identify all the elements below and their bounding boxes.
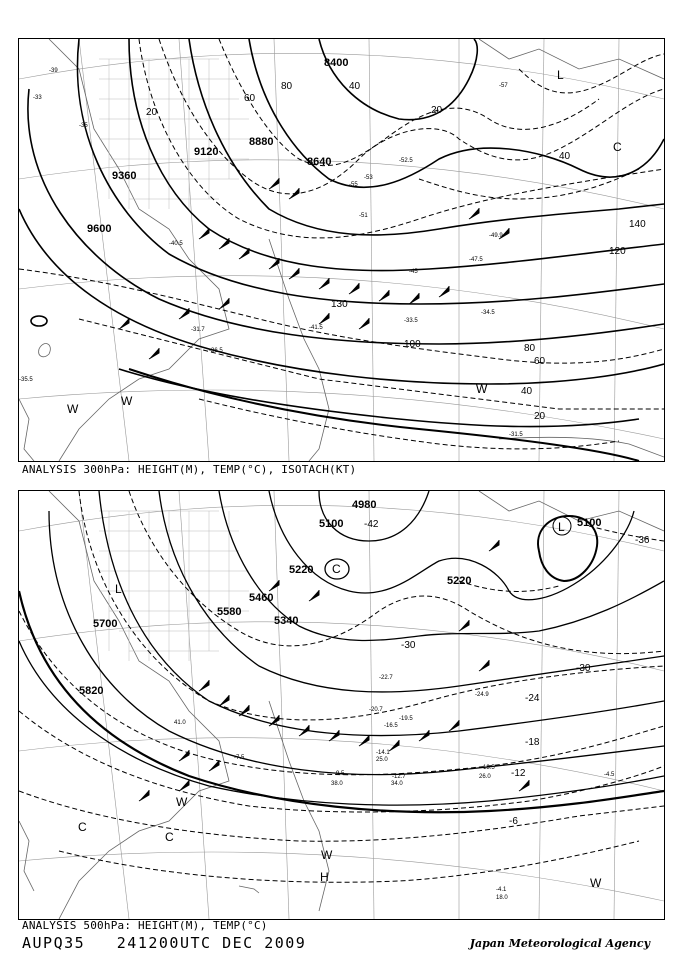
map-panel-500hpa <box>18 490 665 920</box>
height-label-9600: 9600 <box>87 223 112 235</box>
height-label-8640: 8640 <box>307 156 332 168</box>
temp-label: -41.5 <box>309 325 323 331</box>
isotach-label-40-b: 40 <box>559 151 571 162</box>
isotach-label-140: 140 <box>629 219 646 230</box>
temp-label: -53 <box>364 175 373 181</box>
isotherm-label-m42: -42 <box>364 519 379 530</box>
height-label-5460: 5460 <box>249 592 274 604</box>
isotach-label-60-a: 60 <box>244 93 256 104</box>
cold-symbol-500-c: C <box>165 830 174 844</box>
temp-label: -35 <box>79 123 88 129</box>
cold-symbol-500-a: C <box>332 562 341 576</box>
isotach-lines-300 <box>19 39 664 449</box>
chart-code: AUPQ35 <box>22 934 86 952</box>
isotach-label-40-a: 40 <box>349 81 361 92</box>
obs-label: 34.0 <box>391 781 403 787</box>
isotherm-label-m6: -6 <box>509 816 518 827</box>
map-300hpa-svg <box>19 39 664 461</box>
low-symbol-500: L <box>558 520 565 534</box>
warm-symbol-500-c: W <box>590 876 602 890</box>
height-label-8880: 8880 <box>249 136 274 148</box>
obs-label: -24.9 <box>475 692 489 698</box>
isotach-label-20-a: 20 <box>146 107 158 118</box>
obs-label: -13.5 <box>481 765 495 771</box>
height-label-5220-a: 5220 <box>289 564 314 576</box>
isotach-label-40-c: 40 <box>521 386 533 397</box>
caption-300hpa: ANALYSIS 300hPa: HEIGHT(M), TEMP(°C), ISOTACH(KT) <box>22 463 357 476</box>
obs-label: -7.5 <box>234 755 245 761</box>
cold-symbol-500-b: C <box>78 820 87 834</box>
temp-label: -34.5 <box>481 310 495 316</box>
warm-symbol-300-a: W <box>67 402 79 416</box>
warm-symbol-300-c: W <box>476 382 488 396</box>
temp-label: -57 <box>499 83 508 89</box>
high-symbol-500: H <box>320 870 329 884</box>
height-contours-500 <box>19 491 664 805</box>
temp-label: -33.5 <box>404 318 418 324</box>
height-contours-300 <box>19 39 664 427</box>
map-panel-300hpa <box>18 38 665 462</box>
isotherm-lines-500 <box>19 491 664 882</box>
height-label-5340: 5340 <box>274 615 299 627</box>
closed-contour-west <box>31 316 47 326</box>
graticule-500 <box>19 491 664 919</box>
cold-symbol-300: C <box>613 140 622 154</box>
obs-label: -14.1 <box>376 750 390 756</box>
warm-symbol-500-b: W <box>176 795 188 809</box>
isotach-label-120: 120 <box>609 246 626 257</box>
temp-label: -52.5 <box>399 158 413 164</box>
graticule-300 <box>19 39 664 461</box>
temp-label: -33 <box>33 95 42 101</box>
temp-label: -45 <box>409 269 418 275</box>
height-label-5580: 5580 <box>217 606 242 618</box>
caption-500hpa: ANALYSIS 500hPa: HEIGHT(M), TEMP(°C) <box>22 919 268 932</box>
coastline-300 <box>19 39 664 461</box>
obs-label: -12.7 <box>392 774 406 780</box>
temp-label: -55 <box>349 182 358 188</box>
isotach-label-20-b: 20 <box>431 105 443 116</box>
warm-symbol-500-a: W <box>321 848 333 862</box>
height-label-9120: 9120 <box>194 146 219 158</box>
obs-label: -4.1 <box>496 887 507 893</box>
map-500hpa-svg <box>19 491 664 919</box>
obs-label: 25.0 <box>376 757 388 763</box>
isotherm-label-m36: -36 <box>635 535 650 546</box>
isotherm-label-m12: -12 <box>511 768 526 779</box>
obs-label: -19.5 <box>399 716 413 722</box>
temp-label: -51 <box>359 213 368 219</box>
height-label-9360: 9360 <box>112 170 137 182</box>
height-label-5100-b: 5100 <box>577 517 602 529</box>
height-label-5100-a: 5100 <box>319 518 344 530</box>
obs-label: 26.0 <box>479 774 491 780</box>
isotherm-label-m24: -24 <box>525 693 540 704</box>
obs-label: 18.0 <box>496 895 508 901</box>
height-label-5700: 5700 <box>93 618 118 630</box>
low-symbol-500-west: L <box>115 582 122 596</box>
obs-label: -4.5 <box>604 772 615 778</box>
isotach-label-100: 100 <box>404 339 421 350</box>
isotach-label-80-b: 80 <box>524 343 536 354</box>
obs-label: -9.5 <box>334 771 345 777</box>
temp-label: -31.5 <box>509 432 523 438</box>
height-label-4980: 4980 <box>352 499 377 511</box>
temp-label: -40.5 <box>169 241 183 247</box>
temp-label: -31.7 <box>191 327 205 333</box>
temp-label: -49.9 <box>489 233 503 239</box>
valid-time: 241200UTC DEC 2009 <box>116 934 307 952</box>
obs-label: -16.5 <box>384 723 398 729</box>
temp-label: -39 <box>49 68 58 74</box>
height-label-5820: 5820 <box>79 685 104 697</box>
obs-label: 38.0 <box>331 781 343 787</box>
wind-barbs-300 <box>119 178 509 359</box>
coastline-500 <box>19 491 664 919</box>
isotherm-label-m18: -18 <box>525 737 540 748</box>
isotach-label-20-c: 20 <box>534 411 546 422</box>
obs-label: -20.7 <box>369 707 383 713</box>
height-label-8400: 8400 <box>324 57 349 69</box>
isotherm-label-m30-a: -30 <box>401 640 416 651</box>
temp-label: -47.5 <box>469 257 483 263</box>
isotach-label-60-b: 60 <box>534 356 546 367</box>
hatched-area-300 <box>99 59 249 209</box>
chart-identifier <box>22 934 306 952</box>
temp-label: -36.5 <box>209 348 223 354</box>
low-symbol-300: L <box>557 68 564 82</box>
isotach-label-130: 130 <box>331 299 348 310</box>
temp-label: -35.5 <box>19 377 33 383</box>
isotherm-label-m30-b: -30 <box>576 663 591 674</box>
warm-symbol-300-b: W <box>121 394 133 408</box>
obs-label: -22.7 <box>379 675 393 681</box>
height-label-5220-b: 5220 <box>447 575 472 587</box>
isotach-label-80-a: 80 <box>281 81 293 92</box>
agency-name: Japan Meteorological Agency <box>469 937 650 950</box>
obs-label: 41.0 <box>174 720 186 726</box>
